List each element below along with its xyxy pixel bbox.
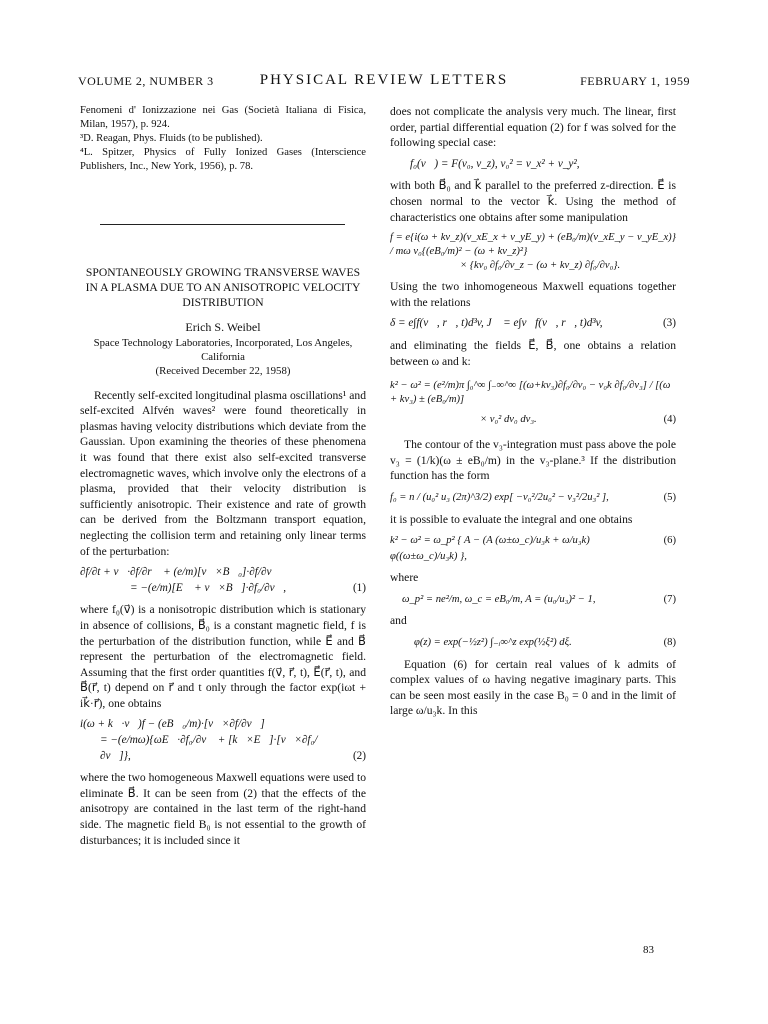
paragraph: Equation (6) for certain real values of k admits of complex values of ω having negative imaginary parts. This can be seen most easily in the case B₀ = 0 and in the limit of large ω/u₃k. In this — [390, 657, 676, 718]
section-divider — [100, 224, 345, 225]
paragraph: The contour of the v₃-integration must pass above the pole v₃ = (1/k)(ω ± eB₀/m) in the v₃-plane.³ If the distribution function has the form — [390, 438, 676, 483]
paragraph: and — [390, 614, 407, 628]
equation-number: (1) — [352, 581, 366, 594]
equation-f-main: f = e{i(ω + kv_z)(v_xE_x + v_yE_y) + (eB₀/m)(v_xE_y − v_yE_x)} / mω v₀{(eB₀/m)² − (ω + kv_z)²} — [390, 232, 676, 258]
paragraph: Recently self-excited longitudinal plasma oscillations¹ and self-excited Alfvén waves² were found theoretically in plasmas having velocity distributions which deviate from the Gaussian. Upon examining the theories of these phenomena it was found that there exist also self-excited transverse electromagnetic waves, which involve only the electrons of a plasma, provided that their velocity distribution is sufficiently anisotropic. Their existence and rate of growth can be derived from the Boltzmann transport equation, neglecting the collision term and retaining only linear terms of the perturbation: — [80, 388, 366, 558]
equation-4-main: k² − ω² = (e²/m)π ∫₀^∞ ∫₋∞^∞ [(ω+kv₃)∂f₀/∂v₀ − v₀k ∂f₀/∂v₃] / [(ω + kv₃) ± (eB₀/m)] — [390, 380, 671, 406]
equation-1 — [80, 565, 366, 596]
reference-2-cont: Fenomeni d' Ionizzazione nei Gas (Società Italiana di Fisica, Milan, 1957), p. 924. — [80, 105, 366, 130]
paragraph: with both B⃗₀ and k⃗ parallel to the preferred z-direction. E⃗ is chosen normal to the vector k⃗. Using the method of characteristics one obtains after some manipulation — [390, 179, 676, 224]
equation-f-factor: × {kv₀ ∂f₀/∂v_z − (ω + kv_z) ∂f₀/∂v₀}. — [460, 260, 621, 272]
equation-7 — [390, 592, 676, 608]
equation-7-body: ω_p² = ne²/m, ω_c = eB₀/m, A = (u₀/u₃)² − 1, — [402, 593, 596, 605]
equation-2-rhs: = −(e/mω){ωE⃗·∂f₀/∂v⃗ + [k⃗×E⃗]·[v⃗×∂f₀/∂v⃗]}, — [100, 734, 318, 762]
equation-6-body: k² − ω² = ω_p² { A − (A (ω±ω_c)/u₃k + ω/u₃k) φ((ω±ω_c)/u₃k) }, — [390, 535, 590, 562]
equation-f — [390, 231, 676, 273]
equation-number: (8) — [663, 637, 676, 649]
equation-8 — [390, 635, 676, 651]
right-column — [390, 104, 676, 719]
equation-3-body: δ = e∫f(v⃗, r⃗, t)d³v, J⃗ = e∫v⃗f(v⃗, r⃗, t)d³v, — [390, 317, 603, 330]
paragraph: where the two homogeneous Maxwell equations were used to eliminate B⃗. It can be seen from (2) that the effects of the anisotropy are contained in the last term of the right-hand side. The magnetic field B₀ is not essential to the growth of disturbances; it is included since it — [80, 771, 366, 847]
equation-4-factor: × v₀² dv₀ dv₃. — [480, 414, 537, 426]
paragraph: Using the two inhomogeneous Maxwell equations together with the relations — [390, 280, 676, 309]
affiliation-text: Space Technology Laboratories, Incorporated, Los Angeles, California — [93, 336, 353, 363]
left-column — [80, 104, 366, 848]
equation-1-rhs: = −(e/m)[E⃗ + v⃗×B⃗]·∂f₀/∂v⃗, — [130, 581, 287, 594]
paragraph: it is possible to evaluate the integral and one obtains — [390, 512, 633, 526]
equation-number: (7) — [663, 593, 676, 605]
equation-f0: f₀(v⃗) = F(v₀, v_z), v₀² = v_x² + v_y², — [410, 157, 580, 170]
equation-6 — [390, 533, 676, 564]
equation-number: (5) — [663, 491, 676, 503]
equation-2 — [80, 717, 366, 764]
received-date: (Received December 22, 1958) — [155, 364, 291, 377]
equation-number: (3) — [662, 317, 676, 330]
journal-date: FEBRUARY 1, 1959 — [580, 74, 690, 88]
paragraph: and eliminating the fields E⃗, B⃗, one obtains a relation between ω and k: — [390, 338, 676, 368]
page-number: 83 — [643, 944, 654, 956]
equation-8-body: φ(z) = exp(−½z²) ∫₋ᵢ∞^z exp(½ξ²) dξ. — [414, 637, 572, 649]
equation-number: (2) — [352, 749, 366, 762]
equation-5 — [390, 490, 676, 506]
paragraph: where f₀(v⃗) is a nonisotropic distribution which is stationary in absence of collisions, B⃗₀ is a constant magnetic field, f is the perturbation of the distribution function, while E⃗ and B⃗ represent the perturbation of the electromagnetic field. Assuming that the first order quantities f(v⃗, r⃗, t), E⃗(r⃗, t), and B⃗(r⃗, t) depend on r⃗ and t only through the factor exp(iωt + ik⃗·r⃗), one obtains — [80, 603, 366, 710]
journal-title: PHYSICAL REVIEW LETTERS — [259, 72, 509, 88]
journal-volume: VOLUME 2, NUMBER 3 — [78, 74, 214, 88]
equation-5-body: f₀ = n / (u₀² u₃ (2π)^3/2) exp[ −v₀²/2u₀² − v₃²/2u₃² ], — [390, 491, 609, 503]
paragraph: does not complicate the analysis very much. The linear, first order, partial differential equation (2) for f was solved for the following special case: — [390, 105, 676, 150]
equation-2-lhs: i(ω + k⃗·v⃗)f − (eB⃗₀/m)·[v⃗×∂f/∂v⃗] — [80, 718, 265, 731]
article-affiliation — [80, 336, 366, 378]
equation-3 — [390, 316, 676, 332]
article-title: SPONTANEOUSLY GROWING TRANSVERSE WAVES IN A PLASMA DUE TO AN ANISOTROPIC VELOCITY DISTRIBUTION — [85, 266, 361, 309]
equation-number: (4) — [663, 414, 676, 426]
paragraph: where — [390, 571, 419, 585]
article-author: Erich S. Weibel — [185, 320, 261, 334]
equation-1-lhs: ∂f/∂t + v⃗·∂f/∂r⃗ + (e/m)[v⃗×B⃗₀]·∂f/∂v⃗ — [80, 566, 281, 579]
reference-3: ³D. Reagan, Phys. Fluids (to be published). — [80, 133, 263, 144]
page-header — [78, 74, 690, 92]
equation-number: (6) — [663, 535, 676, 547]
reference-4: ⁴L. Spitzer, Physics of Fully Ionized Gases (Interscience Publishers, Inc., New York, 1956), p. 78. — [80, 147, 366, 172]
equation-4 — [390, 379, 676, 427]
